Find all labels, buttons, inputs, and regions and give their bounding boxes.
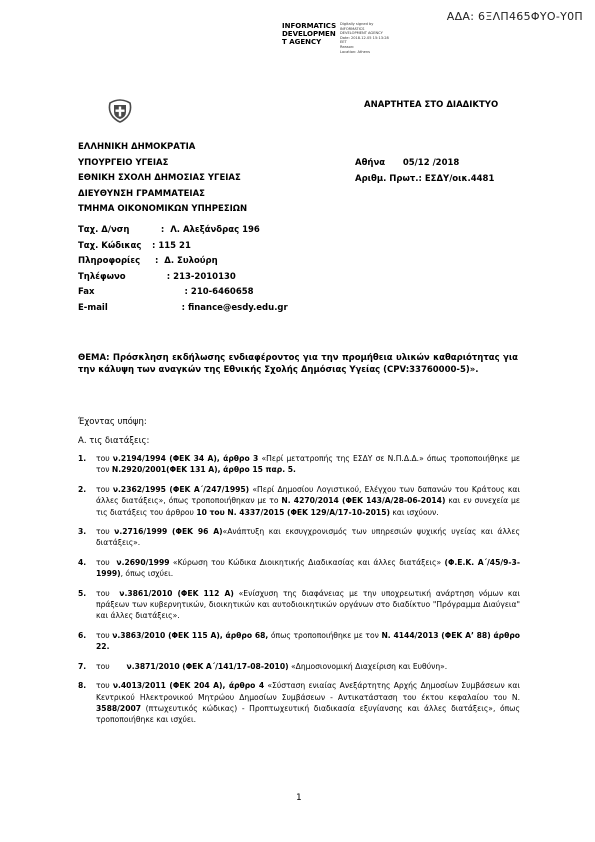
legal-item-text: του ν.3861/2010 (ΦΕΚ 112 Α) «Ενίσχυση της διαφάνειας με την υποχρεωτική ανάρτηση νόμων και πράξεων των κυβερνητικών, διοικητικών και αυτοδιοικητικών οργάνων στο διαδίκτυο "Πρόγραμμα Διαύγεια" και άλλες διατάξεις».: [96, 588, 523, 621]
legal-basis-list: [78, 453, 523, 734]
issuer-line: ΕΘΝΙΚΗ ΣΧΟΛΗ ΔΗΜΟΣΙΑΣ ΥΓΕΙΑΣ: [78, 173, 241, 183]
issuer-line: ΤΜΗΜΑ ΟΙΚΟΝΟΜΙΚΩΝ ΥΠΗΡΕΣΙΩΝ: [78, 204, 248, 214]
issuer-line: ΥΠΟΥΡΓΕΙΟ ΥΓΕΙΑΣ: [78, 157, 169, 168]
legal-item-text: του ν.4013/2011 (ΦΕΚ 204 Α), άρθρο 4 «Σύσταση ενιαίας Ανεξάρτητης Αρχής Δημοσίων Συμβάσεων και Κεντρικού Ηλεκτρονικού Μητρώου Δημοσίων Συμβάσεων - Αντικατάσταση του έκτου κεφαλαίου του Ν. 3588/2007 (πτωχευτικός κώδικας) - Προπτωχευτική διαδικασία εξυγίανσης και άλλες διατάξεις», όπως τροποποιήθηκε και ισχύει.: [96, 681, 523, 725]
contact-key: Τηλέφωνο: [78, 271, 126, 282]
signature-detail-line: Date: 2018.12.05 15:13:28: [340, 35, 389, 40]
legal-item: [78, 630, 523, 653]
publication-notice: ΑΝΑΡΤΗΤΕΑ ΣΤΟ ΔΙΑΔΙΚΤΥΟ: [364, 100, 499, 110]
legal-item: [78, 484, 523, 518]
legal-item-number: 1.: [78, 454, 87, 463]
contact-row: [78, 223, 288, 239]
contact-key: Πληροφορίες: [78, 256, 141, 266]
issuer-line: ΔΙΕΥΘΥΝΣΗ ΓΡΑΜΜΑΤΕΙΑΣ: [78, 188, 205, 199]
date-protocol-block: [355, 156, 494, 187]
contact-value: : 213-2010130: [152, 271, 236, 282]
contact-key: E-mail: [78, 302, 108, 313]
laws-heading: Α. τις διατάξεις:: [78, 436, 150, 446]
legal-item: [78, 526, 523, 549]
issuer-line: ΕΛΛΗΝΙΚΗ ΔΗΜΟΚΡΑΤΙΑ: [78, 142, 196, 152]
issuer-block: [78, 140, 247, 218]
legal-item-number: 6.: [78, 630, 87, 640]
contact-key: Ταχ. Κώδικας: [78, 240, 142, 251]
legal-item: [78, 680, 523, 726]
contact-block: [78, 223, 288, 316]
contact-value: : finance@esdy.edu.gr: [152, 302, 288, 313]
legal-item: [78, 557, 520, 580]
protocol-number: Αριθμ. Πρωτ.: ΕΣΔΥ/οικ.4481: [355, 173, 495, 184]
contact-key: Ταχ. Δ/νση: [78, 225, 130, 235]
contact-value: : Λ. Αλεξάνδρας 196: [152, 225, 260, 235]
signature-org-name: [282, 22, 336, 46]
signature-detail-line: Digitally signed by: [340, 22, 374, 26]
contact-row: [78, 301, 288, 317]
subject-paragraph: ΘΕΜΑ: Πρόσκληση εκδήλωσης ενδιαφέροντος για την προμήθεια υλικών καθαριότητας για την κάλυψη των αναγκών της Εθνικής Σχολής Δημόσιας Υγείας (CPV:33760000-5)».: [78, 353, 518, 375]
digital-signature-details: [340, 22, 389, 54]
signature-detail-line: INFORMATICS: [340, 26, 365, 31]
legal-item-text: του ν.3871/2010 (ΦΕΚ Α΄/141/17-08-2010) «Δημοσιονομική Διαχείριση και Ευθύνη».: [96, 661, 448, 671]
contact-row: [78, 254, 288, 270]
contact-row: [78, 285, 288, 301]
page-number: 1: [296, 793, 302, 803]
legal-item-text: του ν.2194/1994 (ΦΕΚ 34 Α), άρθρο 3 «Περί μετατροπής της ΕΣΔΥ σε Ν.Π.Δ.Δ.» όπως τροποποιήθηκε με τον Ν.2920/2001(ΦΕΚ 131 Α), άρθρο 15 παρ. 5.: [96, 454, 523, 475]
signature-detail-line: EET: [340, 40, 347, 45]
contact-value: : 210-6460658: [152, 287, 254, 297]
greek-coat-of-arms-icon: [107, 98, 133, 124]
contact-value: : 115 21: [152, 240, 191, 251]
legal-item-text: του ν.2716/1999 (ΦΕΚ 96 Α)«Ανάπτυξη και εκσυγχρονισμός των υπηρεσιών ψυχικής υγείας και άλλες διατάξεις».: [96, 527, 523, 548]
contact-row: [78, 239, 288, 255]
signature-detail-line: DEVELOPMENT AGENCY: [340, 31, 383, 36]
signature-org-line: DEVELOPMEN: [282, 30, 336, 38]
ada-code: ΑΔΑ: 6ΞΛΠ465ΦΥΟ-Υ0Π: [446, 10, 583, 23]
legal-item-text: του ν.2362/1995 (ΦΕΚ Α΄/247/1995) «Περί Δημοσίου Λογιστικού, Ελέγχου των δαπανών του Κράτους και άλλες διατάξεις», όπως τροποποιήθηκαν με το Ν. 4270/2014 (ΦΕΚ 143/Α/28-06-2014) και εν συνεχεία με τις διατάξεις του άρθρου 10 του Ν. 4337/2015 (ΦΕΚ 129/Α/17-10-2015) και ισχύουν.: [96, 484, 523, 517]
legal-item-number: 7.: [78, 661, 87, 671]
signature-detail-line: Reason:: [340, 44, 355, 49]
legal-item-text: του ν.2690/1999 «Κύρωση του Κώδικα Διοικητικής Διαδικασίας και άλλες διατάξεις» (Φ.Ε.Κ. Α΄/45/9-3-1999), όπως ισχύει.: [96, 557, 520, 579]
legal-item: [78, 661, 520, 672]
legal-item-number: 2.: [78, 484, 87, 494]
signature-detail-line: Location: Athens: [340, 49, 370, 54]
signature-org-line: INFORMATICS: [282, 22, 337, 30]
legal-item-number: 3.: [78, 527, 87, 537]
signature-org-line: T AGENCY: [282, 38, 322, 46]
contact-key: Fax: [78, 287, 95, 297]
legal-item: [78, 453, 523, 476]
legal-item: [78, 588, 523, 622]
legal-item-number: 8.: [78, 681, 87, 691]
legal-item-text: του ν.3863/2010 (ΦΕΚ 115 Α), άρθρο 68, όπως τροποποιήθηκε με τον Ν. 4144/2013 (ΦΕΚ Α’ 88) άρθρο 22.: [96, 630, 523, 652]
document-date: Αθήνα 05/12 /2018: [355, 158, 460, 168]
legal-item-number: 4.: [78, 557, 87, 567]
legal-item-number: 5.: [78, 588, 87, 598]
contact-row: [78, 270, 288, 286]
having-view-heading: Έχοντας υπόψη:: [78, 417, 147, 427]
contact-value: : Δ. Συλούρη: [152, 256, 218, 266]
